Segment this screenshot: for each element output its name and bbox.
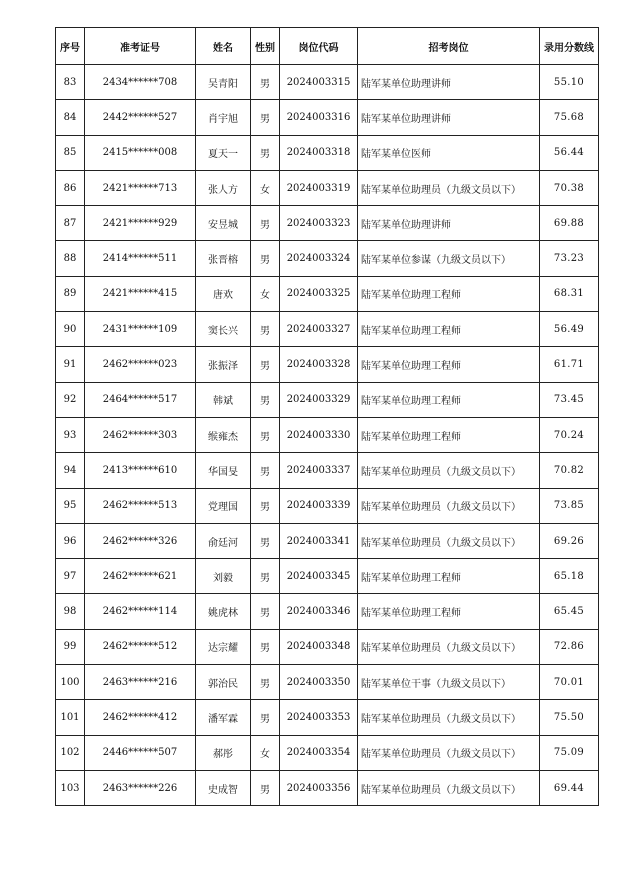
gender-cell: 女: [251, 170, 280, 205]
position-code-cell: 2024003346: [280, 594, 358, 629]
score-cell: 56.49: [540, 312, 599, 347]
position-code-cell: 2024003354: [280, 735, 358, 770]
position-cell: 陆军某单位助理员（九级文员以下）: [358, 170, 540, 205]
gender-cell: 女: [251, 735, 280, 770]
ticket-no-cell: 2462******023: [85, 347, 196, 382]
table-row: [56, 488, 599, 523]
table-row: [56, 770, 599, 805]
name-cell: 夏天一: [196, 135, 251, 170]
position-cell: 陆军某单位助理工程师: [358, 312, 540, 347]
gender-cell: 男: [251, 594, 280, 629]
score-cell: 55.10: [540, 65, 599, 100]
gender-cell: 男: [251, 523, 280, 558]
position-code-cell: 2024003337: [280, 453, 358, 488]
gender-cell: 男: [251, 312, 280, 347]
ticket-no-cell: 2431******109: [85, 312, 196, 347]
score-cell: 70.24: [540, 417, 599, 452]
name-cell: 党理国: [196, 488, 251, 523]
score-cell: 75.50: [540, 700, 599, 735]
seq-cell: 89: [56, 276, 85, 311]
position-cell: 陆军某单位助理员（九级文员以下）: [358, 453, 540, 488]
seq-cell: 94: [56, 453, 85, 488]
position-code-cell: 2024003318: [280, 135, 358, 170]
seq-cell: 83: [56, 65, 85, 100]
table-row: [56, 241, 599, 276]
position-code-cell: 2024003330: [280, 417, 358, 452]
ticket-no-cell: 2462******512: [85, 629, 196, 664]
table-row: [56, 347, 599, 382]
table-row: [56, 559, 599, 594]
table-row: [56, 629, 599, 664]
seq-cell: 91: [56, 347, 85, 382]
ticket-no-cell: 2434******708: [85, 65, 196, 100]
score-cell: 65.45: [540, 594, 599, 629]
position-cell: 陆军某单位助理工程师: [358, 417, 540, 452]
ticket-no-cell: 2442******527: [85, 100, 196, 135]
table-row: [56, 65, 599, 100]
ticket-no-cell: 2414******511: [85, 241, 196, 276]
score-cell: 56.44: [540, 135, 599, 170]
position-code-cell: 2024003350: [280, 665, 358, 700]
seq-cell: 96: [56, 523, 85, 558]
table-row: [56, 735, 599, 770]
position-cell: 陆军某单位助理工程师: [358, 347, 540, 382]
gender-cell: 男: [251, 770, 280, 805]
table-row: [56, 135, 599, 170]
gender-cell: 男: [251, 629, 280, 664]
table-row: [56, 453, 599, 488]
score-cell: 73.45: [540, 382, 599, 417]
gender-cell: 男: [251, 700, 280, 735]
name-cell: 达宗耀: [196, 629, 251, 664]
ticket-no-cell: 2415******008: [85, 135, 196, 170]
gender-cell: 男: [251, 100, 280, 135]
ticket-no-cell: 2462******303: [85, 417, 196, 452]
seq-cell: 97: [56, 559, 85, 594]
table-row: [56, 594, 599, 629]
header-position: 招考岗位: [358, 28, 540, 65]
ticket-no-cell: 2462******412: [85, 700, 196, 735]
table-row: [56, 417, 599, 452]
gender-cell: 男: [251, 665, 280, 700]
score-cell: 70.38: [540, 170, 599, 205]
score-cell: 65.18: [540, 559, 599, 594]
name-cell: 华国旻: [196, 453, 251, 488]
position-code-cell: 2024003323: [280, 206, 358, 241]
position-cell: 陆军某单位医师: [358, 135, 540, 170]
name-cell: 吴青阳: [196, 65, 251, 100]
ticket-no-cell: 2462******621: [85, 559, 196, 594]
seq-cell: 100: [56, 665, 85, 700]
position-code-cell: 2024003339: [280, 488, 358, 523]
score-cell: 69.26: [540, 523, 599, 558]
seq-cell: 103: [56, 770, 85, 805]
position-code-cell: 2024003348: [280, 629, 358, 664]
header-ticket-no: 准考证号: [85, 28, 196, 65]
seq-cell: 84: [56, 100, 85, 135]
table-row: [56, 170, 599, 205]
position-cell: 陆军某单位助理员（九级文员以下）: [358, 629, 540, 664]
position-code-cell: 2024003328: [280, 347, 358, 382]
name-cell: 姚虎林: [196, 594, 251, 629]
ticket-no-cell: 2462******114: [85, 594, 196, 629]
name-cell: 俞廷河: [196, 523, 251, 558]
gender-cell: 男: [251, 347, 280, 382]
score-cell: 73.85: [540, 488, 599, 523]
ticket-no-cell: 2462******326: [85, 523, 196, 558]
score-cell: 70.82: [540, 453, 599, 488]
position-code-cell: 2024003325: [280, 276, 358, 311]
position-cell: 陆军某单位参谋（九级文员以下）: [358, 241, 540, 276]
gender-cell: 男: [251, 382, 280, 417]
name-cell: 郝彤: [196, 735, 251, 770]
name-cell: 史成智: [196, 770, 251, 805]
seq-cell: 88: [56, 241, 85, 276]
table-row: [56, 100, 599, 135]
position-cell: 陆军某单位助理工程师: [358, 276, 540, 311]
table-row: [56, 276, 599, 311]
position-code-cell: 2024003353: [280, 700, 358, 735]
gender-cell: 男: [251, 559, 280, 594]
header-seq: 序号: [56, 28, 85, 65]
ticket-no-cell: 2421******713: [85, 170, 196, 205]
ticket-no-cell: 2413******610: [85, 453, 196, 488]
seq-cell: 95: [56, 488, 85, 523]
position-cell: 陆军某单位助理讲师: [358, 100, 540, 135]
name-cell: 张振泽: [196, 347, 251, 382]
seq-cell: 102: [56, 735, 85, 770]
table-row: [56, 523, 599, 558]
gender-cell: 男: [251, 65, 280, 100]
position-cell: 陆军某单位助理员（九级文员以下）: [358, 700, 540, 735]
ticket-no-cell: 2421******415: [85, 276, 196, 311]
gender-cell: 男: [251, 417, 280, 452]
gender-cell: 男: [251, 453, 280, 488]
position-cell: 陆军某单位助理讲师: [358, 206, 540, 241]
seq-cell: 101: [56, 700, 85, 735]
score-cell: 75.09: [540, 735, 599, 770]
name-cell: 张晋榕: [196, 241, 251, 276]
table-row: [56, 312, 599, 347]
seq-cell: 99: [56, 629, 85, 664]
ticket-no-cell: 2446******507: [85, 735, 196, 770]
gender-cell: 女: [251, 276, 280, 311]
ticket-no-cell: 2463******216: [85, 665, 196, 700]
seq-cell: 98: [56, 594, 85, 629]
seq-cell: 92: [56, 382, 85, 417]
table-row: [56, 700, 599, 735]
name-cell: 窦长兴: [196, 312, 251, 347]
name-cell: 唐欢: [196, 276, 251, 311]
position-cell: 陆军某单位助理工程师: [358, 382, 540, 417]
table-body: [56, 65, 599, 806]
position-cell: 陆军某单位助理员（九级文员以下）: [358, 488, 540, 523]
score-cell: 69.44: [540, 770, 599, 805]
name-cell: 刘毅: [196, 559, 251, 594]
gender-cell: 男: [251, 135, 280, 170]
position-code-cell: 2024003356: [280, 770, 358, 805]
gender-cell: 男: [251, 206, 280, 241]
position-cell: 陆军某单位助理讲师: [358, 65, 540, 100]
position-code-cell: 2024003316: [280, 100, 358, 135]
position-code-cell: 2024003319: [280, 170, 358, 205]
results-table: [55, 27, 599, 806]
name-cell: 缑雍杰: [196, 417, 251, 452]
gender-cell: 男: [251, 488, 280, 523]
seq-cell: 85: [56, 135, 85, 170]
position-cell: 陆军某单位干事（九级文员以下）: [358, 665, 540, 700]
header-row: [56, 28, 599, 65]
ticket-no-cell: 2421******929: [85, 206, 196, 241]
name-cell: 张人方: [196, 170, 251, 205]
header-name: 姓名: [196, 28, 251, 65]
score-cell: 75.68: [540, 100, 599, 135]
table-row: [56, 665, 599, 700]
seq-cell: 93: [56, 417, 85, 452]
score-cell: 68.31: [540, 276, 599, 311]
ticket-no-cell: 2463******226: [85, 770, 196, 805]
header-score: 录用分数线: [540, 28, 599, 65]
position-code-cell: 2024003324: [280, 241, 358, 276]
gender-cell: 男: [251, 241, 280, 276]
table-row: [56, 382, 599, 417]
position-code-cell: 2024003315: [280, 65, 358, 100]
score-cell: 72.86: [540, 629, 599, 664]
name-cell: 肖宇旭: [196, 100, 251, 135]
ticket-no-cell: 2462******513: [85, 488, 196, 523]
position-cell: 陆军某单位助理工程师: [358, 594, 540, 629]
score-cell: 61.71: [540, 347, 599, 382]
position-code-cell: 2024003329: [280, 382, 358, 417]
seq-cell: 86: [56, 170, 85, 205]
table-row: [56, 206, 599, 241]
position-cell: 陆军某单位助理员（九级文员以下）: [358, 735, 540, 770]
position-code-cell: 2024003345: [280, 559, 358, 594]
seq-cell: 87: [56, 206, 85, 241]
score-cell: 70.01: [540, 665, 599, 700]
name-cell: 安昱城: [196, 206, 251, 241]
name-cell: 韩斌: [196, 382, 251, 417]
ticket-no-cell: 2464******517: [85, 382, 196, 417]
name-cell: 潘军霖: [196, 700, 251, 735]
position-code-cell: 2024003341: [280, 523, 358, 558]
position-code-cell: 2024003327: [280, 312, 358, 347]
seq-cell: 90: [56, 312, 85, 347]
name-cell: 郭治民: [196, 665, 251, 700]
position-cell: 陆军某单位助理员（九级文员以下）: [358, 770, 540, 805]
header-gender: 性别: [251, 28, 280, 65]
score-cell: 73.23: [540, 241, 599, 276]
position-cell: 陆军某单位助理员（九级文员以下）: [358, 523, 540, 558]
header-position-code: 岗位代码: [280, 28, 358, 65]
position-cell: 陆军某单位助理工程师: [358, 559, 540, 594]
score-cell: 69.88: [540, 206, 599, 241]
